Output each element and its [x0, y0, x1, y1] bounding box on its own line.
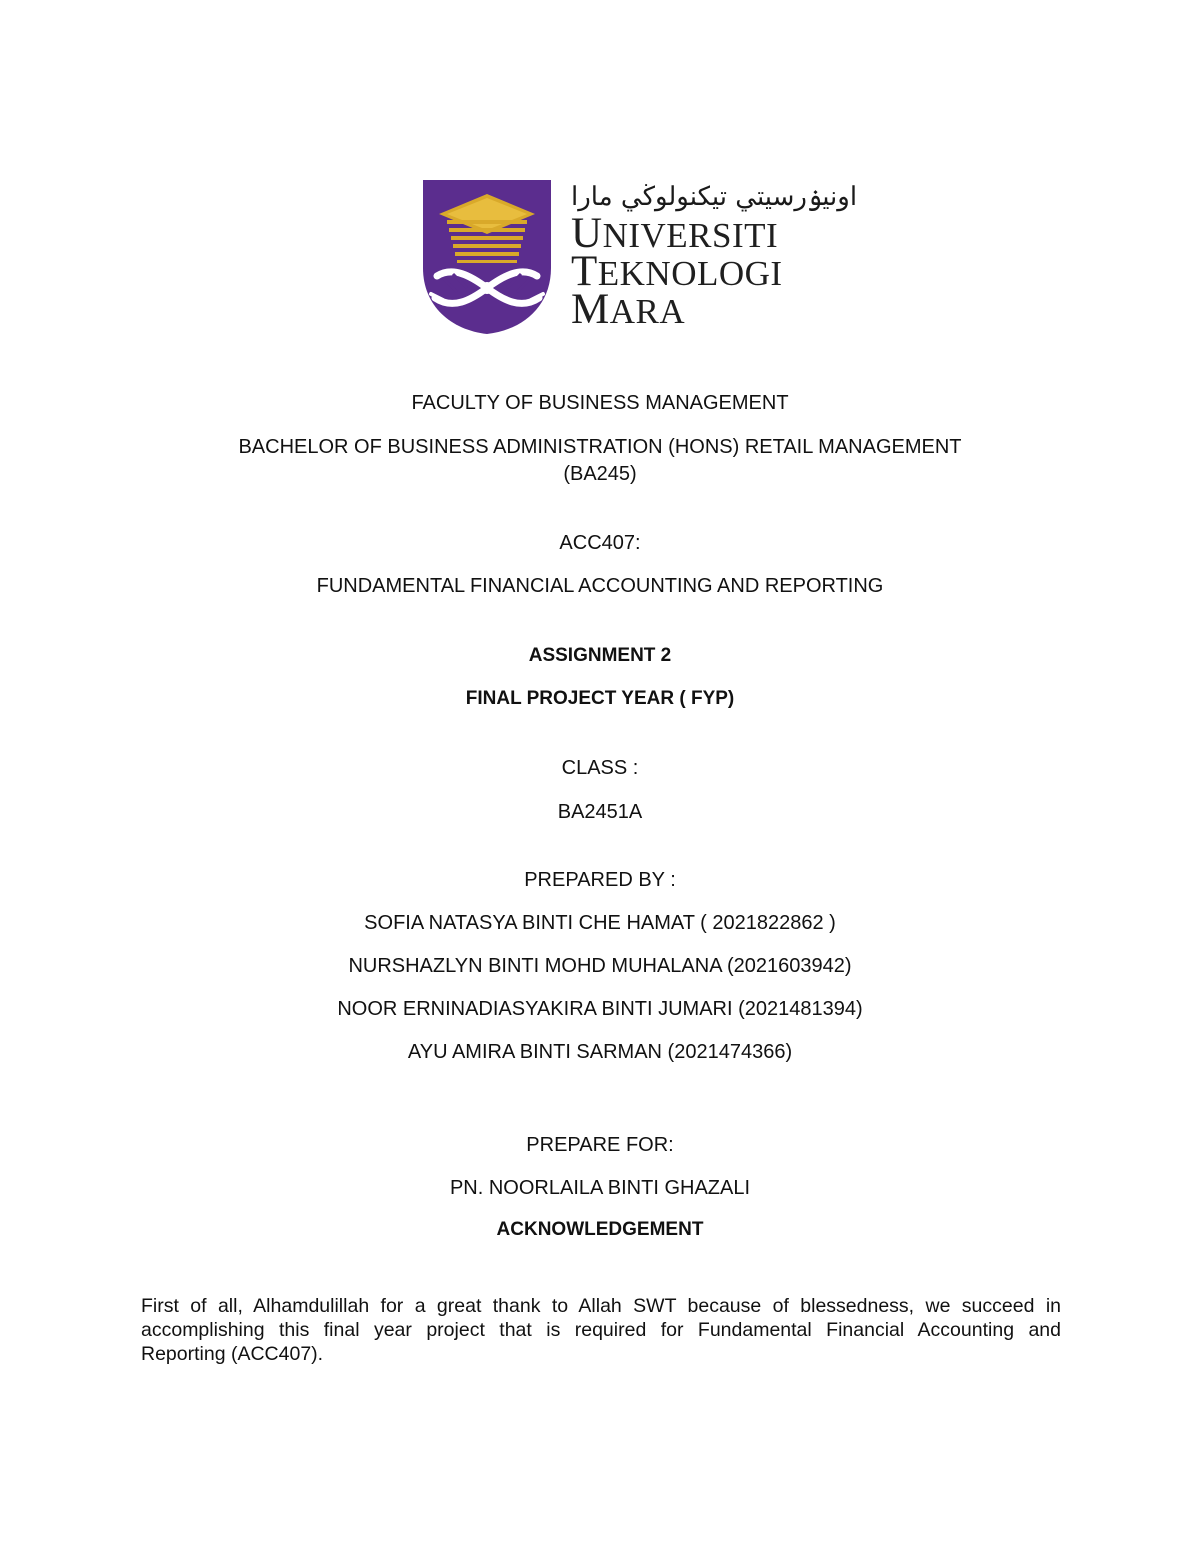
project-title: FINAL PROJECT YEAR ( FYP): [465, 688, 735, 709]
prepare-for-label: PREPARE FOR:: [526, 1134, 674, 1156]
acknowledgement-paragraph: [141, 1294, 1061, 1366]
course-code: ACC407:: [559, 532, 641, 554]
programme-title: BACHELOR OF BUSINESS ADMINISTRATION (HONS) RETAIL MANAGEMENT: [238, 436, 962, 458]
lecturer-name: PN. NOORLAILA BINTI GHAZALI: [449, 1177, 751, 1199]
faculty-title: FACULTY OF BUSINESS MANAGEMENT: [411, 392, 789, 414]
wordmark-line-3: MARA: [571, 286, 686, 333]
uitm-crest-icon: [423, 180, 551, 334]
uitm-logo: [423, 180, 858, 335]
assignment-title: ASSIGNMENT 2: [528, 645, 672, 666]
class-value: BA2451A: [557, 801, 643, 823]
prepared-by-label: PREPARED BY :: [524, 869, 676, 891]
paragraph-line: Reporting (ACC407).: [141, 1343, 324, 1365]
paragraph-line: First of all, Alhamdulillah for a great thank to Allah SWT because of blessedness, we succeed in: [141, 1295, 1061, 1317]
wordmark-line-2: TEKNOLOGI: [571, 248, 783, 295]
acknowledgement-heading: ACKNOWLEDGEMENT: [496, 1219, 704, 1240]
paragraph-line: accomplishing this final year project that is required for Fundamental Financial Accounting and: [141, 1319, 1061, 1341]
member-name: NURSHAZLYN BINTI MOHD MUHALANA (2021603942): [348, 955, 852, 977]
course-name: FUNDAMENTAL FINANCIAL ACCOUNTING AND REPORTING: [316, 575, 884, 597]
university-wordmark: [571, 182, 858, 333]
member-name: SOFIA NATASYA BINTI CHE HAMAT ( 2021822862 ): [364, 912, 836, 934]
member-name: AYU AMIRA BINTI SARMAN (2021474366): [407, 1041, 793, 1063]
member-name: NOOR ERNINADIASYAKIRA BINTI JUMARI (2021481394): [337, 998, 863, 1020]
wordmark-line-1: UNIVERSITI: [571, 210, 779, 257]
programme-code: (BA245): [563, 463, 637, 485]
jawi-name: اونيۏرسيتي تيكنولوڬي مارا: [571, 182, 858, 212]
class-label: CLASS :: [561, 757, 639, 779]
